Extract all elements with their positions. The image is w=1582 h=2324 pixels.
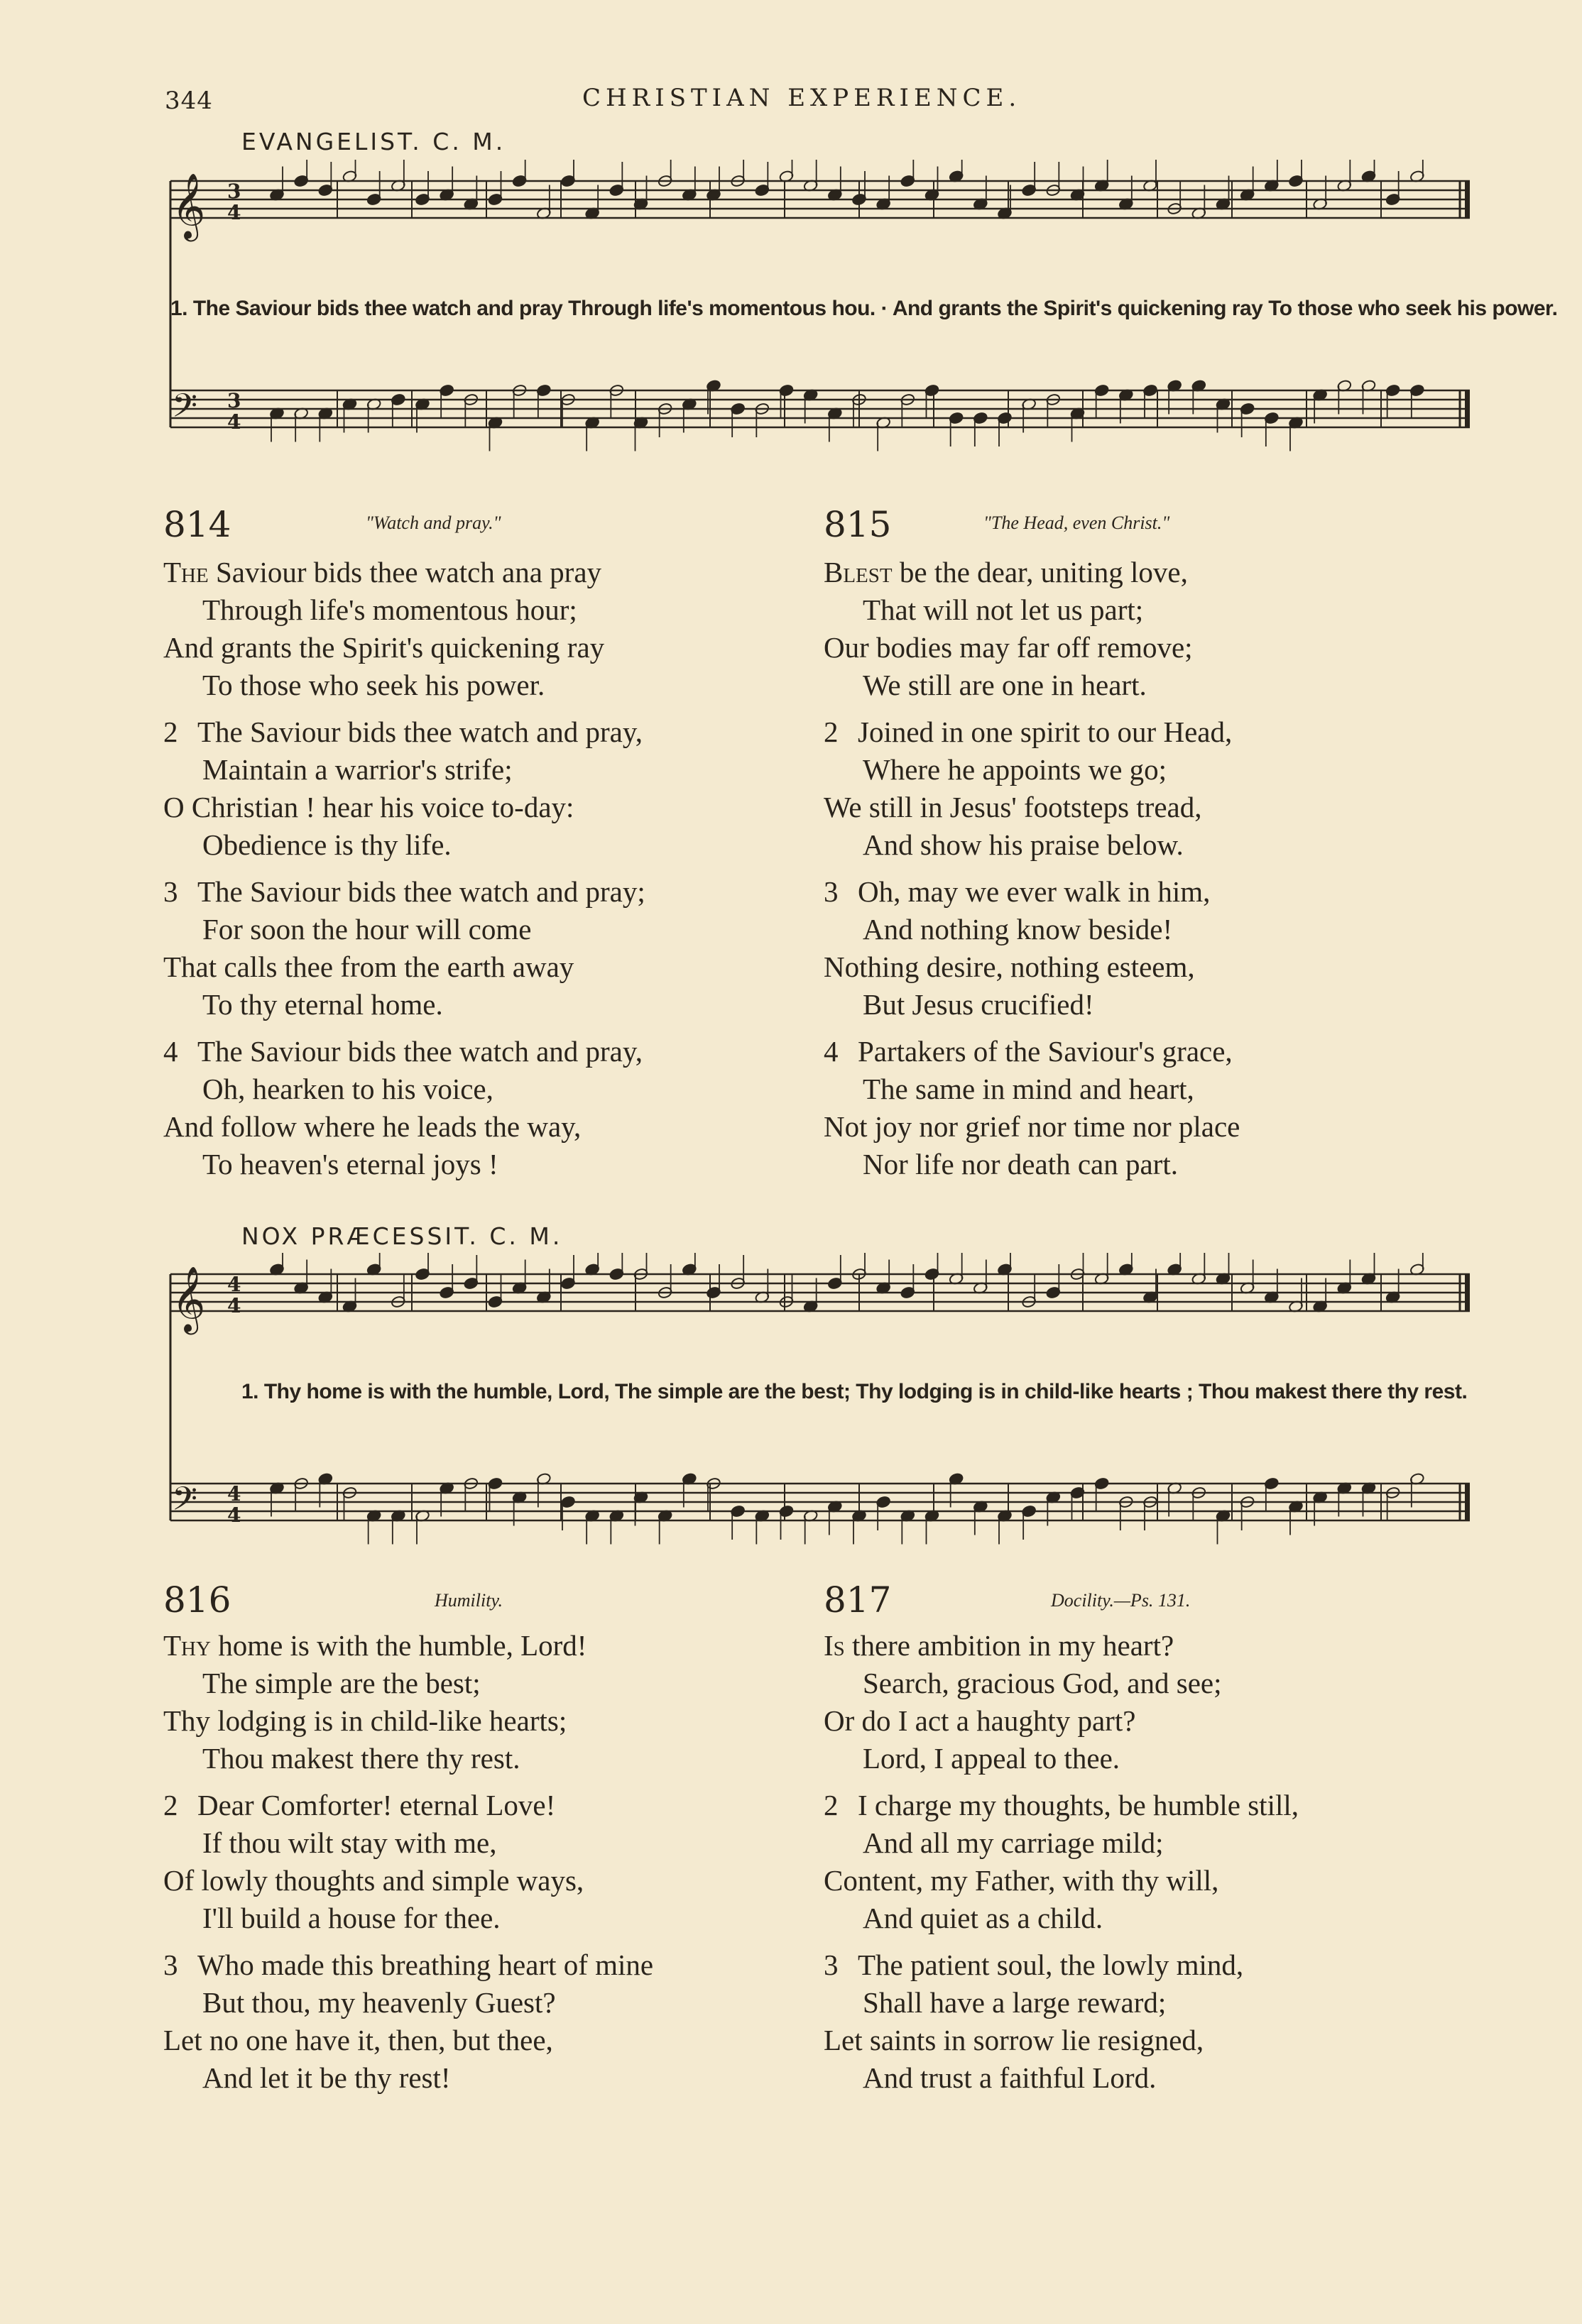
verse-text: Lord, I appeal to thee. (863, 1742, 1120, 1775)
verse-line (163, 667, 802, 704)
verse-text: Oh, may we ever walk in him, (858, 875, 1211, 908)
verse (163, 713, 802, 864)
svg-text:𝄢: 𝄢 (172, 1480, 198, 1526)
verse-text: To heaven's eternal joys ! (202, 1148, 498, 1180)
verse-line (824, 591, 1463, 629)
verse-number: 2 (824, 1789, 839, 1821)
verse-line (824, 1033, 1463, 1070)
music-score-evangelist (163, 160, 1477, 486)
verse-text: And grants the Spirit's quickening ray (163, 631, 605, 664)
verse-line (163, 1033, 802, 1070)
verse-line (163, 1824, 802, 1862)
verse-line (163, 1146, 802, 1183)
verse-line (824, 713, 1463, 751)
verse-line (163, 713, 802, 751)
verse-line (163, 1984, 802, 2022)
verse-text: The Saviour bids thee watch and pray; (197, 875, 645, 908)
tune-name-nox-praecessit: NOX PRÆCESSIT. C. M. (241, 1222, 563, 1250)
verse-text: If thou wilt stay with me, (202, 1826, 497, 1859)
verse-line (824, 1900, 1463, 1937)
verse (163, 1787, 802, 1937)
verse-line (163, 2059, 802, 2097)
verse-line (163, 873, 802, 911)
verse-number: 3 (163, 1948, 178, 1981)
verse-line (163, 948, 802, 986)
verse-text: Partakers of the Saviour's grace, (858, 1035, 1233, 1068)
verse-line (824, 2059, 1463, 2097)
verse (824, 1946, 1463, 2097)
verse-line (163, 789, 802, 826)
verse-line (824, 1702, 1463, 1740)
verse-line (163, 911, 802, 948)
verse-text: That will not let us part; (863, 593, 1144, 626)
verse-number: 2 (824, 716, 839, 748)
verse-line (824, 1862, 1463, 1900)
hymn-816-verses (163, 1627, 802, 2106)
verse-text: To those who seek his power. (202, 669, 545, 701)
verse-text: The simple are the best; (202, 1667, 481, 1699)
verse-text: Let saints in sorrow lie resigned, (824, 2024, 1204, 2056)
verse-line (163, 1627, 802, 1665)
verse-number: 3 (163, 875, 178, 908)
verse-line (824, 986, 1463, 1024)
verse-text: And show his praise below. (863, 828, 1184, 861)
verse-line (824, 554, 1463, 591)
hymn-817-verses (824, 1627, 1463, 2106)
verse-text: And all my carriage mild; (863, 1826, 1164, 1859)
verse-line (824, 1665, 1463, 1702)
verse-line (163, 1108, 802, 1146)
verse-line (824, 2022, 1463, 2059)
verse-line (824, 948, 1463, 986)
verse-line (824, 751, 1463, 789)
svg-text:𝄞: 𝄞 (172, 1266, 206, 1332)
verse-text: Nothing desire, nothing esteem, (824, 950, 1195, 983)
page-number: 344 (165, 87, 213, 115)
verse-line (163, 986, 802, 1024)
hymn-number: 817 (824, 1579, 892, 1621)
verse-number: 3 (824, 1948, 839, 1981)
verse (163, 554, 802, 704)
verse-line (824, 789, 1463, 826)
verse-text: And let it be thy rest! (202, 2061, 451, 2094)
svg-text:4: 4 (227, 1273, 241, 1296)
hymn-subtitle: Humility. (435, 1590, 503, 1611)
verse-text: But Jesus crucified! (863, 988, 1094, 1021)
verse-text: Content, my Father, with thy will, (824, 1864, 1219, 1897)
verse-line (824, 1787, 1463, 1824)
verse-line (824, 1108, 1463, 1146)
verse-line (824, 667, 1463, 704)
verse-text: Of lowly thoughts and simple ways, (163, 1864, 584, 1897)
verse-text: Maintain a warrior's strife; (202, 753, 513, 786)
verse-line (824, 826, 1463, 864)
verse-line (163, 554, 802, 591)
verse-line (163, 629, 802, 667)
verse-text: Thy lodging is in child-like hearts; (163, 1704, 567, 1737)
verse-text: O Christian ! hear his voice to-day: (163, 791, 574, 823)
verse-text: Who made this breathing heart of mine (197, 1948, 654, 1981)
verse-text: And nothing know beside! (863, 913, 1173, 946)
svg-text:𝄞: 𝄞 (172, 172, 206, 239)
verse (824, 713, 1463, 864)
verse-text: For soon the hour will come (202, 913, 532, 946)
verse-line (163, 751, 802, 789)
svg-text:4: 4 (227, 1503, 241, 1527)
hymn-subtitle: Docility.—Ps. 131. (1051, 1590, 1191, 1611)
verse-text: Shall have a large reward; (863, 1986, 1167, 2019)
verse-line (824, 1946, 1463, 1984)
verse-line (163, 826, 802, 864)
verse-text: Nor life nor death can part. (863, 1148, 1178, 1180)
verse-line (824, 1627, 1463, 1665)
svg-text:3: 3 (227, 180, 241, 203)
verse-line (824, 629, 1463, 667)
verse-line (163, 1702, 802, 1740)
bass-staff (170, 387, 1470, 434)
verse-text: Thy home is with the humble, Lord! (163, 1629, 587, 1662)
verse-text: The Saviour bids thee watch ana pray (163, 556, 602, 588)
verse-text: The Saviour bids thee watch and pray, (197, 1035, 643, 1068)
verse-text: The patient soul, the lowly mind, (858, 1948, 1244, 1981)
hymn-subtitle: "The Head, even Christ." (983, 513, 1170, 533)
verse-line (163, 1070, 802, 1108)
verse-text: Our bodies may far off remove; (824, 631, 1193, 664)
verse-text: Thou makest there thy rest. (202, 1742, 520, 1775)
verse-text: I'll build a house for thee. (202, 1902, 501, 1934)
verse-text: Let no one have it, then, but thee, (163, 2024, 553, 2056)
verse-line (824, 873, 1463, 911)
verse-text: But thou, my heavenly Guest? (202, 1986, 556, 2019)
svg-text:3: 3 (227, 389, 241, 412)
verse (163, 873, 802, 1024)
verse-text: Dear Comforter! eternal Love! (197, 1789, 556, 1821)
verse-text: Where he appoints we go; (863, 753, 1167, 786)
verse (824, 1033, 1463, 1183)
svg-text:4: 4 (227, 410, 241, 434)
verse (824, 1787, 1463, 1937)
tune-lyric-nox-praecessit: 1. Thy home is with the humble, Lord, The simple are the best; Thy lodging is in child-like hearts ; Thou makest there thy rest. (241, 1380, 1468, 1403)
verse-text: And trust a faithful Lord. (863, 2061, 1157, 2094)
hymn-814-verses (163, 554, 802, 1193)
verse-text: That calls thee from the earth away (163, 950, 574, 983)
hymn-number: 814 (163, 504, 231, 545)
hymn-815-verses (824, 554, 1463, 1193)
hymn-subtitle: "Watch and pray." (366, 513, 501, 533)
verse (163, 1033, 802, 1183)
verse-text: And quiet as a child. (863, 1902, 1103, 1934)
verse-line (163, 1946, 802, 1984)
svg-text:4: 4 (227, 1482, 241, 1506)
verse-line (163, 1740, 802, 1777)
verse-line (163, 1665, 802, 1702)
verse-text: Search, gracious God, and see; (863, 1667, 1222, 1699)
verse-line (824, 1070, 1463, 1108)
verse-text: I charge my thoughts, be humble still, (858, 1789, 1299, 1821)
verse-text: We still are one in heart. (863, 669, 1147, 701)
verse-line (824, 1146, 1463, 1183)
music-score-nox-praecessit (163, 1253, 1477, 1579)
verse-line (163, 2022, 802, 2059)
verse-line (824, 911, 1463, 948)
running-title: CHRISTIAN EXPERIENCE. (582, 84, 1022, 112)
verse-line (163, 1900, 802, 1937)
verse-text: Oh, hearken to his voice, (202, 1073, 493, 1105)
verse-line (824, 1984, 1463, 2022)
verse-number: 4 (824, 1035, 839, 1068)
verse-text: Is there ambition in my heart? (824, 1629, 1174, 1662)
verse-line (163, 591, 802, 629)
verse-text: The same in mind and heart, (863, 1073, 1194, 1105)
verse-text: Not joy nor grief nor time nor place (824, 1110, 1240, 1143)
svg-text:4: 4 (227, 1294, 241, 1317)
tune-name-evangelist: EVANGELIST. C. M. (241, 128, 506, 155)
verse (824, 873, 1463, 1024)
svg-text:𝄢: 𝄢 (172, 387, 198, 433)
verse-number: 2 (163, 716, 178, 748)
verse-text: Through life's momentous hour; (202, 593, 577, 626)
verse-text: The Saviour bids thee watch and pray, (197, 716, 643, 748)
verse-line (824, 1824, 1463, 1862)
verse (824, 1627, 1463, 1777)
verse-text: Obedience is thy life. (202, 828, 452, 861)
verse (824, 554, 1463, 704)
hymn-number: 816 (163, 1579, 231, 1621)
verse-text: And follow where he leads the way, (163, 1110, 582, 1143)
verse-text: We still in Jesus' footsteps tread, (824, 791, 1202, 823)
verse-line (163, 1787, 802, 1824)
verse-text: To thy eternal home. (202, 988, 443, 1021)
verse (163, 1627, 802, 1777)
verse (163, 1946, 802, 2097)
verse-number: 4 (163, 1035, 178, 1068)
hymn-number: 815 (824, 504, 892, 545)
verse-number: 3 (824, 875, 839, 908)
verse-line (824, 1740, 1463, 1777)
tune-lyric-evangelist: 1. The Saviour bids thee watch and pray Through life's momentous hou. · And grants the Spirit's quickening ray To those who seek his power. (170, 297, 1558, 320)
verse-text: Blest be the dear, uniting love, (824, 556, 1188, 588)
verse-number: 2 (163, 1789, 178, 1821)
verse-text: Or do I act a haughty part? (824, 1704, 1136, 1737)
verse-text: Joined in one spirit to our Head, (858, 716, 1233, 748)
verse-line (163, 1862, 802, 1900)
svg-text:4: 4 (227, 201, 241, 224)
